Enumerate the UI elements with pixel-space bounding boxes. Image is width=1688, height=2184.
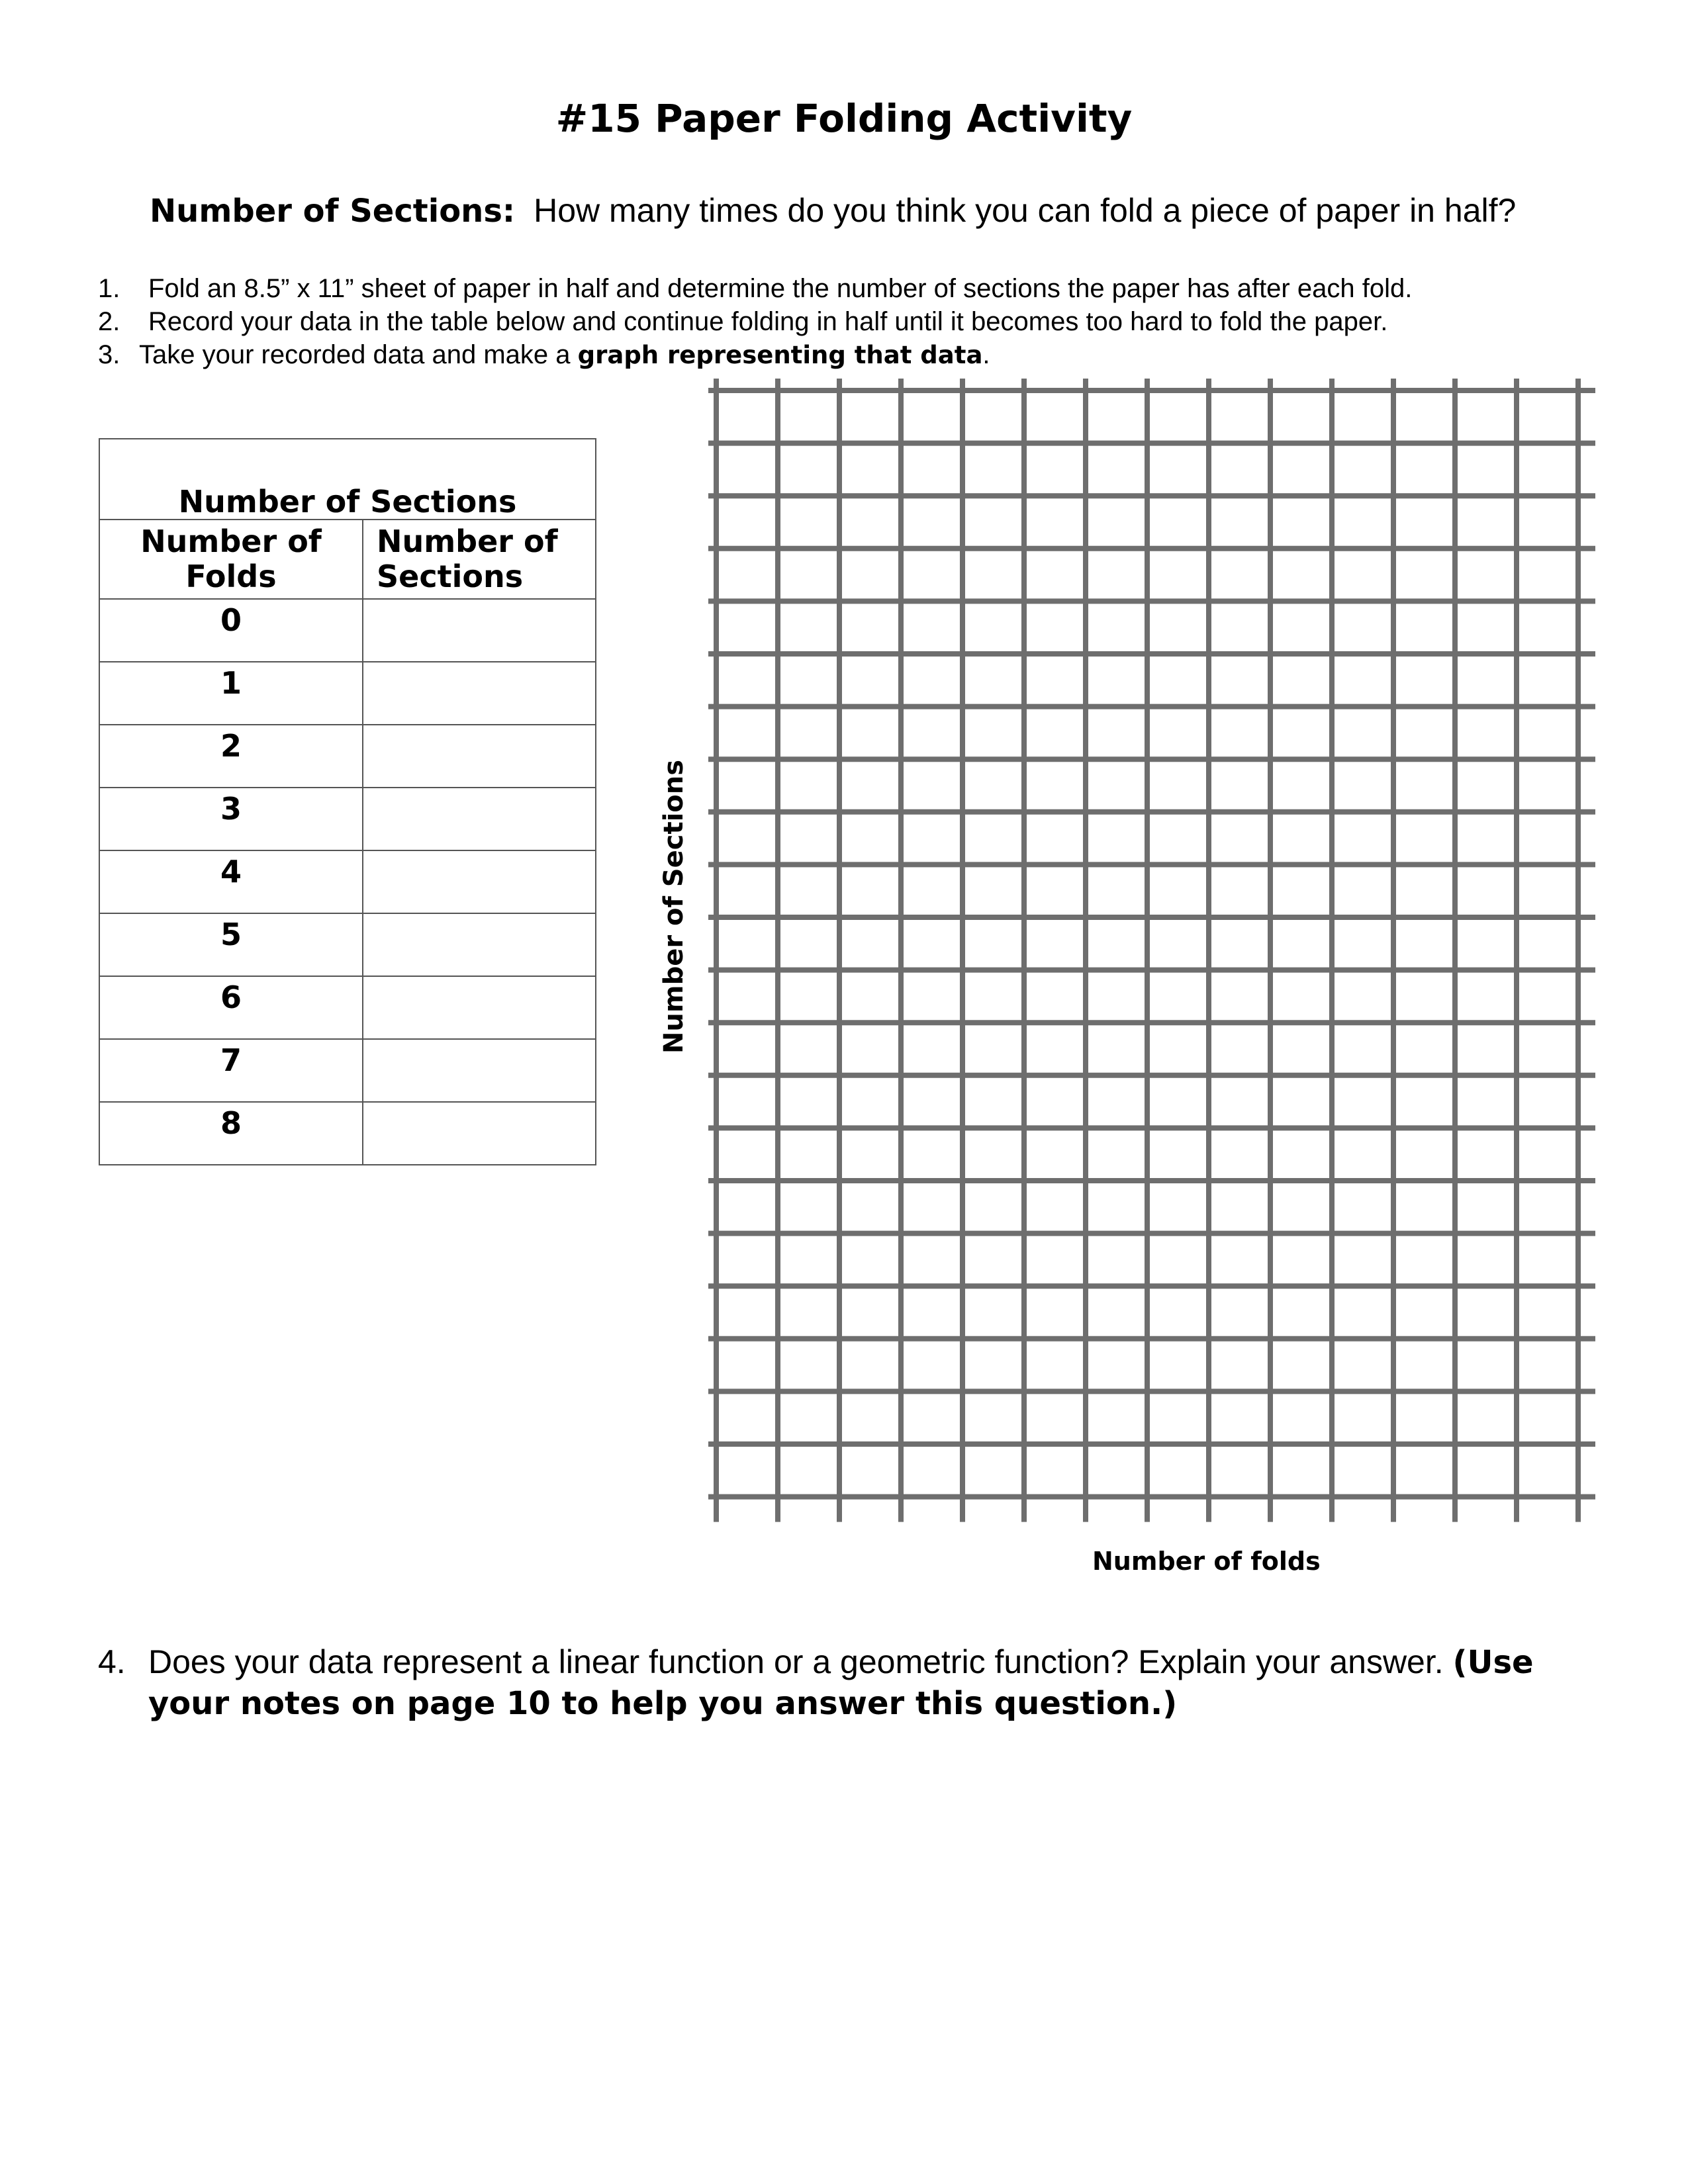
step-number: 3. bbox=[98, 340, 120, 369]
question-4 bbox=[98, 1641, 1587, 1724]
sections-answer-cell[interactable] bbox=[363, 1039, 596, 1102]
step-text: Record your data in the table below and continue folding in half until it becomes too hard to fold the paper. bbox=[148, 307, 1388, 336]
table-caption-row bbox=[99, 439, 596, 520]
table-row bbox=[99, 725, 596, 788]
question-number: 4. bbox=[98, 1643, 126, 1680]
question-text: Does your data represent a linear function or a geometric function? Explain your answer. bbox=[148, 1643, 1453, 1680]
step-3 bbox=[98, 341, 990, 368]
fold-count-cell: 6 bbox=[99, 976, 363, 1039]
intro-prompt bbox=[150, 192, 1517, 230]
step-text-end: . bbox=[982, 340, 990, 369]
fold-count-cell: 4 bbox=[99, 850, 363, 913]
fold-count-cell: 2 bbox=[99, 725, 363, 788]
table-row bbox=[99, 976, 596, 1039]
step-2 bbox=[98, 308, 1387, 335]
data-table bbox=[99, 438, 596, 1165]
step-number: 1. bbox=[98, 274, 120, 303]
intro-question: How many times do you think you can fold a piece of paper in half? bbox=[534, 192, 1517, 229]
table-row bbox=[99, 850, 596, 913]
intro-label: Number of Sections: bbox=[150, 193, 516, 230]
question-hint-start: (Use bbox=[1452, 1644, 1534, 1681]
sections-answer-cell[interactable] bbox=[363, 913, 596, 976]
table-row bbox=[99, 599, 596, 662]
table-row bbox=[99, 662, 596, 725]
table-row bbox=[99, 1102, 596, 1165]
step-text: Fold an 8.5” x 11” sheet of paper in half and determine the number of sections the paper has after each fold. bbox=[148, 274, 1413, 303]
sections-answer-cell[interactable] bbox=[363, 850, 596, 913]
question-hint-rest: your notes on page 10 to help you answer this question.) bbox=[148, 1685, 1178, 1722]
step-bold-text: graph representing that data bbox=[577, 341, 983, 369]
sections-answer-cell[interactable] bbox=[363, 599, 596, 662]
column-header-folds: Number of Folds bbox=[99, 520, 363, 599]
page-title: #15 Paper Folding Activity bbox=[555, 96, 1133, 141]
x-axis-label: Number of folds bbox=[1092, 1547, 1321, 1576]
step-text: Take your recorded data and make a bbox=[139, 340, 578, 369]
table-caption: Number of Sections bbox=[99, 439, 596, 520]
column-header-sections: Number of Sections bbox=[363, 520, 596, 599]
fold-count-cell: 1 bbox=[99, 662, 363, 725]
sections-answer-cell[interactable] bbox=[363, 725, 596, 788]
table-row bbox=[99, 788, 596, 850]
step-number: 2. bbox=[98, 307, 120, 336]
fold-count-cell: 3 bbox=[99, 788, 363, 850]
table-row bbox=[99, 913, 596, 976]
fold-count-cell: 0 bbox=[99, 599, 363, 662]
table-header-row bbox=[99, 520, 596, 599]
sections-answer-cell[interactable] bbox=[363, 1102, 596, 1165]
step-1 bbox=[98, 275, 1412, 302]
sections-answer-cell[interactable] bbox=[363, 662, 596, 725]
table-row bbox=[99, 1039, 596, 1102]
y-axis-label: Number of Sections bbox=[659, 759, 689, 1054]
fold-count-cell: 5 bbox=[99, 913, 363, 976]
graph-grid bbox=[688, 371, 1628, 1535]
sections-answer-cell[interactable] bbox=[363, 788, 596, 850]
sections-answer-cell[interactable] bbox=[363, 976, 596, 1039]
fold-count-cell: 8 bbox=[99, 1102, 363, 1165]
fold-count-cell: 7 bbox=[99, 1039, 363, 1102]
